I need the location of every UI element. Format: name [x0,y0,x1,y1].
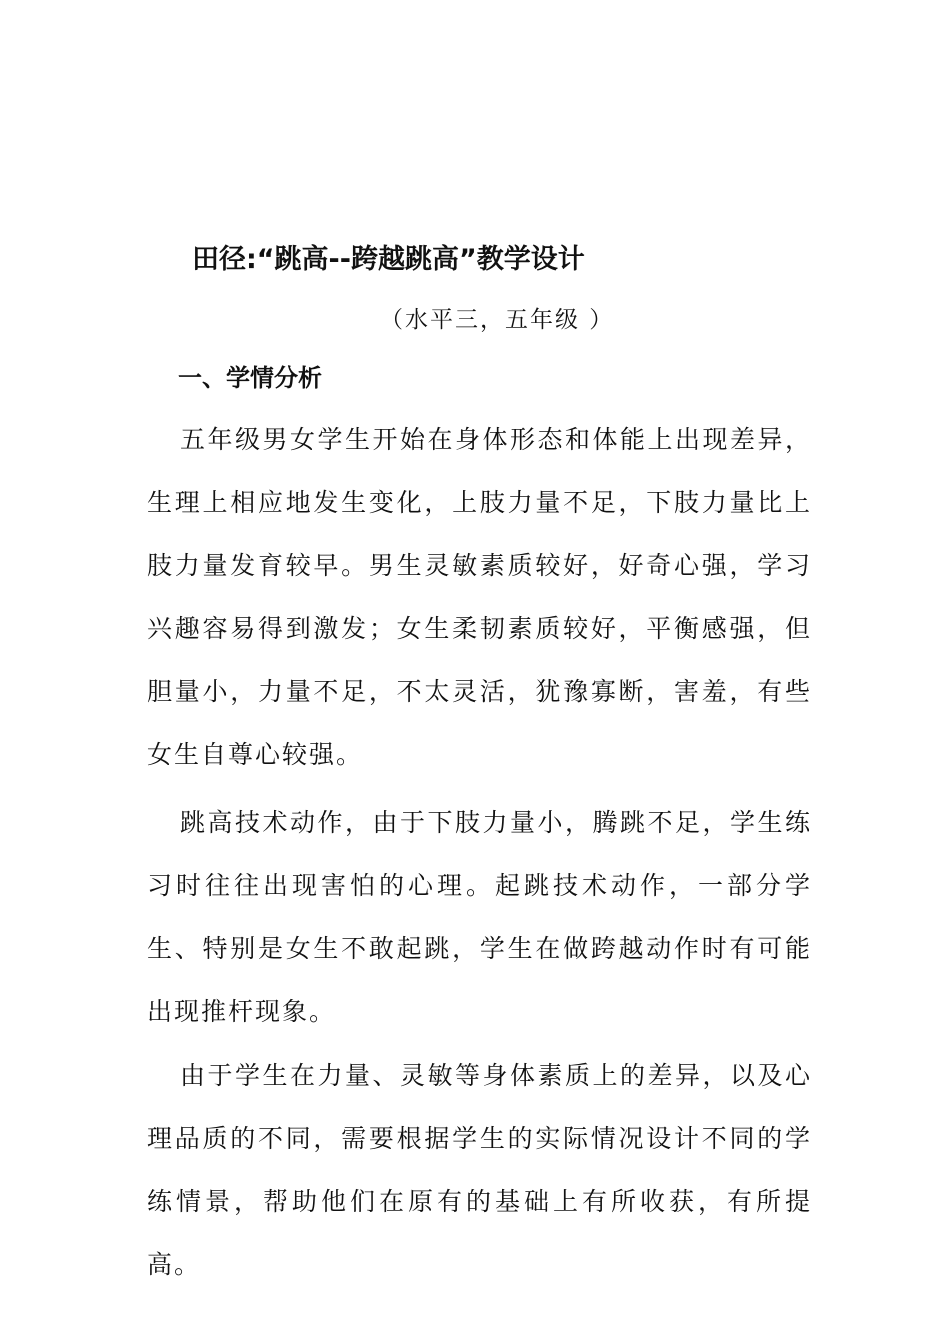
section-heading: 一、学情分析 [178,364,322,392]
paragraph: 五年级男女学生开始在身体形态和体能上出现差异，生理上相应地发生变化，上肢力量不足，下肢力量比上肢力量发育较早。男生灵敏素质较好，好奇心强，学习兴趣容易得到激发；女生柔韧素质较好，平衡感强，但胆量小，力量不足，不太灵活，犹豫寡断，害羞，有些女生自尊心较强。 [147,425,812,769]
document-title: 田径:“跳高--跨越跳高”教学设计 [192,244,585,275]
paragraph: 跳高技术动作，由于下肢力量小，腾跳不足，学生练习时往往出现害怕的心理。起跳技术动作，一部分学生、特别是女生不敢起跳，学生在做跨越动作时有可能出现推杆现象。 [147,808,812,1026]
paragraph: 由于学生在力量、灵敏等身体素质上的差异，以及心理品质的不同，需要根据学生的实际情况设计不同的学练情景，帮助他们在原有的基础上有所收获，有所提高。 [147,1061,812,1279]
document-subtitle: （水平三，五年级 ） [380,307,615,333]
